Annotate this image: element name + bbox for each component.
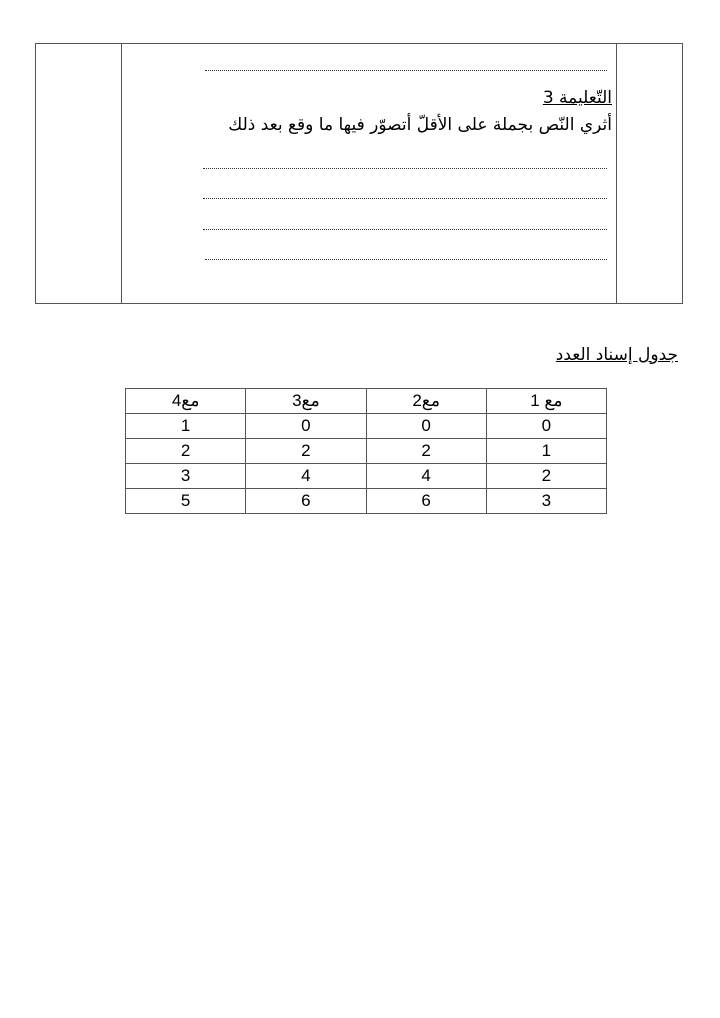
table-cell: 6	[246, 489, 366, 514]
table-header-row	[126, 389, 607, 414]
answer-line	[205, 259, 607, 260]
answer-line	[205, 70, 607, 71]
answer-line	[203, 168, 607, 169]
instruction-box	[35, 43, 683, 304]
table-cell: 4	[246, 464, 366, 489]
table-cell: 5	[126, 489, 246, 514]
table-cell: 2	[246, 439, 366, 464]
score-table	[125, 388, 607, 514]
header-cell: مع 1	[486, 389, 606, 414]
table-row	[126, 464, 607, 489]
table-cell: 3	[486, 489, 606, 514]
answer-line	[203, 229, 607, 230]
answer-line	[203, 198, 607, 199]
instruction-text: أثري النّص بجملة على الأقلّ أتصوّر فيها ما وقع بعد ذلك	[228, 115, 612, 135]
table-cell: 4	[366, 464, 486, 489]
score-table-title: جدول إسناد العدد	[555, 345, 678, 365]
table-cell: 1	[486, 439, 606, 464]
table-cell: 0	[246, 414, 366, 439]
table-cell: 6	[366, 489, 486, 514]
right-margin-divider	[616, 44, 617, 303]
table-cell: 2	[486, 464, 606, 489]
table-row	[126, 489, 607, 514]
instruction-title: التّعليمة 3	[542, 88, 612, 108]
table-cell: 2	[126, 439, 246, 464]
left-margin-divider	[121, 44, 122, 303]
header-cell: مع4	[126, 389, 246, 414]
table-cell: 1	[126, 414, 246, 439]
header-cell: مع3	[246, 389, 366, 414]
header-cell: مع2	[366, 389, 486, 414]
table-row	[126, 439, 607, 464]
table-row	[126, 414, 607, 439]
table-cell: 0	[366, 414, 486, 439]
table-cell: 3	[126, 464, 246, 489]
table-cell: 2	[366, 439, 486, 464]
table-cell: 0	[486, 414, 606, 439]
